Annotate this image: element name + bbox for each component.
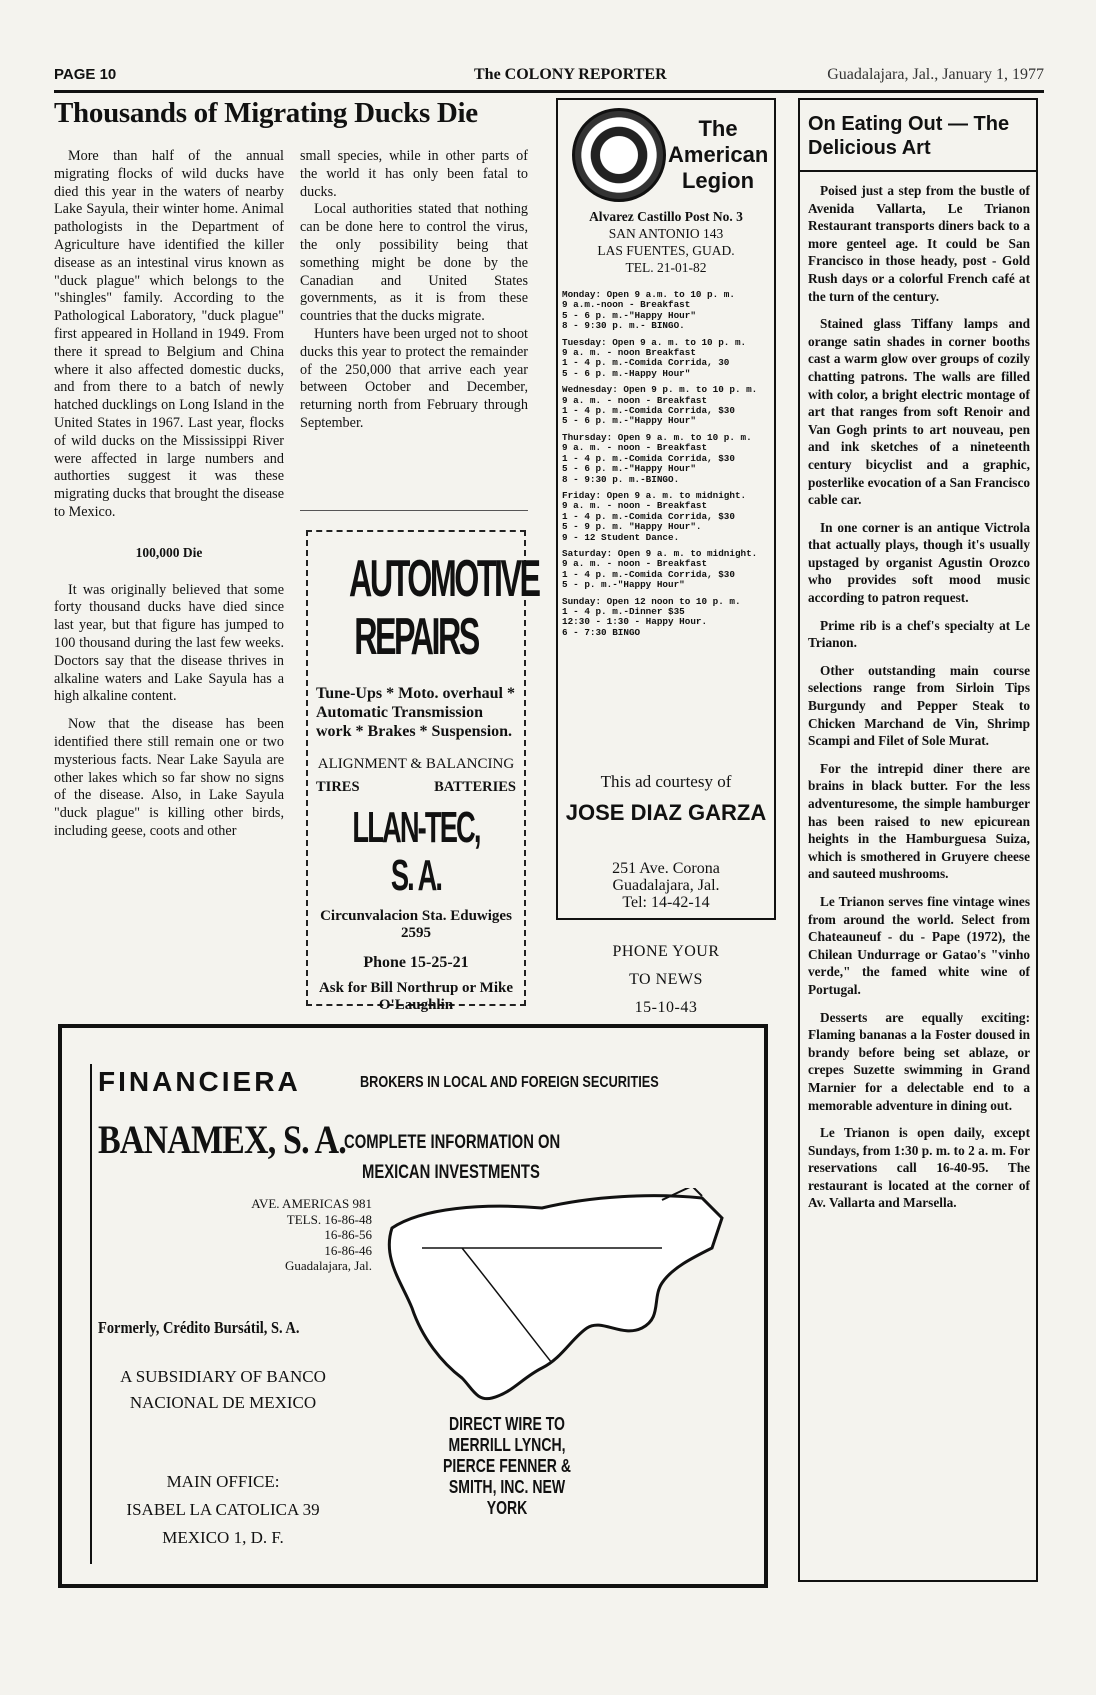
eating-paragraph: Desserts are equally exciting: Flaming bananas a la Foster doused in brandy before being set ablaze, or crepes Suzette swimming in Grand Marnier for a delectable end to a memorable adventure in dining out. — [808, 1009, 1030, 1113]
fin-address: AVE. AMERICAS 981 TELS. 16-86-48 16-86-56 16-86-46 Guadalajara, Jal. — [251, 1196, 372, 1273]
page-number: PAGE 10 — [54, 66, 117, 83]
ad-headline-automotive: AUTOMOTIVE — [349, 550, 539, 608]
ad-contact: Ask for Bill Northrup or Mike O'Laughlin — [318, 980, 514, 1013]
ducks-column-2 — [300, 148, 528, 433]
ad-services: Tune-Ups * Moto. overhaul * Automatic Transmission work * Brakes * Suspension. — [316, 685, 515, 740]
fin-name-2: BANAMEX, S. A. — [98, 1117, 346, 1162]
column-top-rule — [800, 98, 1036, 100]
legion-addr2: LAS FUENTES, GUAD. — [597, 243, 735, 258]
phone-news-line: TO NEWS — [629, 971, 703, 988]
eating-paragraph: Stained glass Tiffany lamps and orange satin shades in corner booths cast a warm glow over groups of cozily chatting patrons. The walls are filled with color, a bright electric montage of art that ranges from soft Renoir and Van Gogh prints to art nouveau, pen and ink sketches of a nineteenth century bicyclist and a graphic, posterlike evocation of a San Francisco cable car. — [808, 316, 1030, 508]
eating-paragraph: Other outstanding main course selections range from Sirloin Tips Burgundy and Pepper Steak to Chicken Marchand de Vin, Shrimp Scampi and Filet of Sole Murat. — [808, 662, 1030, 749]
eating-paragraph: Le Trianon is open daily, except Sundays, from 1:30 p. m. to 2 a. m. For reservations call 16-40-95. The restaurant is located at the corner of Av. Vallarta and Marsella. — [808, 1125, 1030, 1211]
phone-news — [556, 938, 776, 1022]
sponsor-addr1: 251 Ave. Corona — [612, 860, 720, 877]
north-america-map-icon — [362, 1188, 742, 1418]
legion-addr1: SAN ANTONIO 143 — [608, 226, 724, 241]
schedule-day: Tuesday: Open 9 a. m. to 10 p. m. 9 a. m. - noon Breakfast 1 - 4 p. m.-Comida Corrida, 30 5 - 6 p. m.-Happy Hour" — [562, 336, 747, 379]
fin-mexinv: MEXICAN INVESTMENTS — [362, 1162, 540, 1183]
column-divider — [300, 510, 528, 511]
eating-paragraph: Le Trianon serves fine vintage wines from around the world. Select from Chateauneuf - du - Pape (1972), the Chilean Undurrage or Gatao's "vinho verde," the famed white wine of Portugal. — [808, 893, 1030, 997]
legion-post: Alvarez Castillo Post No. 3 — [589, 209, 743, 224]
phone-news-line: 15-10-43 — [634, 999, 698, 1016]
ducks-headline: Thousands of Migrating Ducks Die — [54, 97, 478, 129]
legion-courtesy: This ad courtesy of — [600, 772, 732, 791]
legion-emblem-icon — [572, 108, 666, 202]
schedule-day: Monday: Open 9 a.m. to 10 p. m. 9 a.m.-noon - Breakfast 5 - 6 p. m.-"Happy Hour" 8 - 9:30 p. m.- BINGO. — [562, 289, 735, 332]
sponsor-tel: Tel: 14-42-14 — [622, 894, 710, 911]
legion-ad — [556, 98, 776, 920]
legion-schedule — [562, 290, 770, 644]
fin-main-office — [98, 1468, 348, 1552]
ducks-paragraph: More than half of the annual migrating flocks of wild ducks have died this year in the waters of nearby Lake Sayula, their winter home. Animal pathologists in the Department of Agriculture have identified the killer disease as an intestinal virus known as "duck plague" which belongs to the "shingles" family. According to the Pathological Laboratory, "duck plague" first appeared in Holland in 1949. From there it spread to Belgium and China where it also affected domestic ducks, and from there to a batch of newly hatched ducklings on Long Island in the United States in 1967. Last year, flocks of wild ducks on the Mississippi River were affected in large numbers and authorties suggest it was these migrating ducks that brought the disease to Mexico. — [54, 148, 284, 520]
schedule-day: Thursday: Open 9 a. m. to 10 p. m. 9 a. m. - noon - Breakfast 1 - 4 p. m.-Comida Corrida, $30 5 - 6 p. m.-"Happy Hour" 8 - 9:30 p. m.-BINGO. — [562, 431, 752, 485]
paper-name: The COLONY REPORTER — [474, 66, 667, 83]
ducks-paragraph: small species, while in other parts of the world it has only been fatal to ducks. — [300, 148, 528, 200]
eating-paragraph: Poised just a step from the bustle of Avenida Vallarta, Le Trianon Restaurant transports diners back to a more genteel age. It could be San Francisco in those heady, post - Gold Rush days or a colorful French café at the turn of the century. — [808, 183, 1030, 304]
fin-complete: COMPLETE INFORMATION ON — [344, 1132, 561, 1153]
eating-paragraph: In one corner is an antique Victrola that actually plays, though it's usually upstaged by organist Agustin Orozco who provides soft mood music according to patron request. — [808, 519, 1030, 606]
eating-body — [800, 172, 1036, 1212]
fin-formerly: Formerly, Crédito Bursátil, S. A. — [98, 1318, 300, 1337]
sponsor-addr2: Guadalajara, Jal. — [612, 877, 720, 894]
ducks-paragraph: It was originally believed that some forty thousand ducks have died since last year, but that figure has jumped to 100 thousand during the last few weeks. Doctors say that the disease thrives in alkaline waters and Lake Sayula has a high alkaline content. — [54, 581, 284, 705]
eating-title: On Eating Out — The Delicious Art — [808, 113, 1010, 159]
legion-post-info — [562, 208, 770, 276]
ducks-paragraph: Hunters have been urged not to shoot ducks this year to protect the remainder of the 250,000 that arrive each year between October and December, returning north from February through September. — [300, 325, 528, 431]
financiera-ad — [58, 1024, 768, 1588]
ad-tires: TIRES — [316, 779, 360, 795]
masthead — [54, 66, 1044, 88]
ad-alignment: ALIGNMENT & BALANCING — [317, 756, 515, 772]
schedule-day: Wednesday: Open 9 p. m. to 10 p. m. 9 a. m. - noon - Breakfast 1 - 4 p. m.-Comida Corrida, $30 5 - 6 p. m.-"Happy Hour" — [562, 384, 758, 427]
ducks-column-1 — [54, 148, 284, 841]
ad-address: Circunvalacion Sta. Eduwiges 2595 — [320, 908, 512, 941]
ducks-paragraph: Now that the disease has been identified there still remain one or two mysterious facts. Near Lake Sayula are other lakes which so far show no signs of the disease. Also, in Lake Sayula "duck plague" is killing other birds, including geese, coots and other — [54, 716, 284, 839]
ad-phone: Phone 15-25-21 — [363, 954, 469, 971]
fin-main-addr1: ISABEL LA CATOLICA 39 — [126, 1500, 320, 1519]
eating-out-column — [798, 98, 1038, 1582]
legion-sponsor-address — [562, 860, 770, 911]
ad-batteries: BATTERIES — [434, 779, 516, 795]
ad-company: LLAN-TEC, S. A. — [352, 803, 480, 900]
ducks-paragraph: Local authorities stated that nothing can be done here to control the virus, the only possibility being that something might be done by the Canadian and United States governments, as it is from these countries that the ducks migrate. — [300, 201, 528, 325]
schedule-day: Saturday: Open 9 a. m. to midnight. 9 a. m. - noon - Breakfast 1 - 4 p. m.-Comida Corrida, $30 5 - p. m.-"Happy Hour" — [562, 547, 758, 591]
fin-name-1: FINANCIERA — [98, 1066, 301, 1097]
legion-title: The American Legion — [668, 116, 769, 193]
eating-paragraph: Prime rib is a chef's specialty at Le Trianon. — [808, 617, 1030, 651]
fin-brokers: BROKERS IN LOCAL AND FOREIGN SECURITIES — [360, 1074, 659, 1091]
fin-subsidiary: A SUBSIDIARY OF BANCO NACIONAL DE MEXICO — [120, 1367, 326, 1412]
legion-tel: TEL. 21-01-82 — [625, 260, 707, 275]
masthead-rule — [54, 90, 1044, 93]
schedule-day: Friday: Open 9 a. m. to midnight. 9 a. m. - noon - Breakfast 1 - 4 p. m.-Comida Corrida, $30 5 - 9 p. m. "Happy Hour". 9 - 12 Student Dance. — [562, 489, 747, 543]
eating-paragraph: For the intrepid diner there are brains in black butter. For the less adventuresome, the simple hamburger has been raised to new epicurean heights in the Hamburguesa Suiza, which is smothered in Gruyere cheese and sauteed mushrooms. — [808, 760, 1030, 882]
column-bottom-rule — [800, 1580, 1036, 1582]
fin-main-label: MAIN OFFICE: — [166, 1472, 280, 1491]
ducks-subhead: 100,000 Die — [135, 544, 203, 560]
fin-main-addr2: MEXICO 1, D. F. — [162, 1528, 284, 1547]
legion-sponsor: JOSE DIAZ GARZA — [565, 800, 767, 825]
dateline: Guadalajara, Jal., January 1, 1977 — [827, 66, 1044, 83]
automotive-ad — [306, 530, 539, 1013]
ad-headline-repairs: REPAIRS — [354, 608, 478, 666]
phone-news-line: PHONE YOUR — [612, 943, 720, 960]
ad-tires-batteries — [308, 779, 524, 796]
fin-direct-wire: DIRECT WIRE TO MERRILL LYNCH, PIERCE FENNER & SMITH, INC. NEW YORK — [443, 1414, 571, 1518]
schedule-day: Sunday: Open 12 noon to 10 p. m. 1 - 4 p. m.-Dinner $35 12:30 - 1:30 - Happy Hour. 6 - 7:30 BINGO — [562, 595, 741, 638]
